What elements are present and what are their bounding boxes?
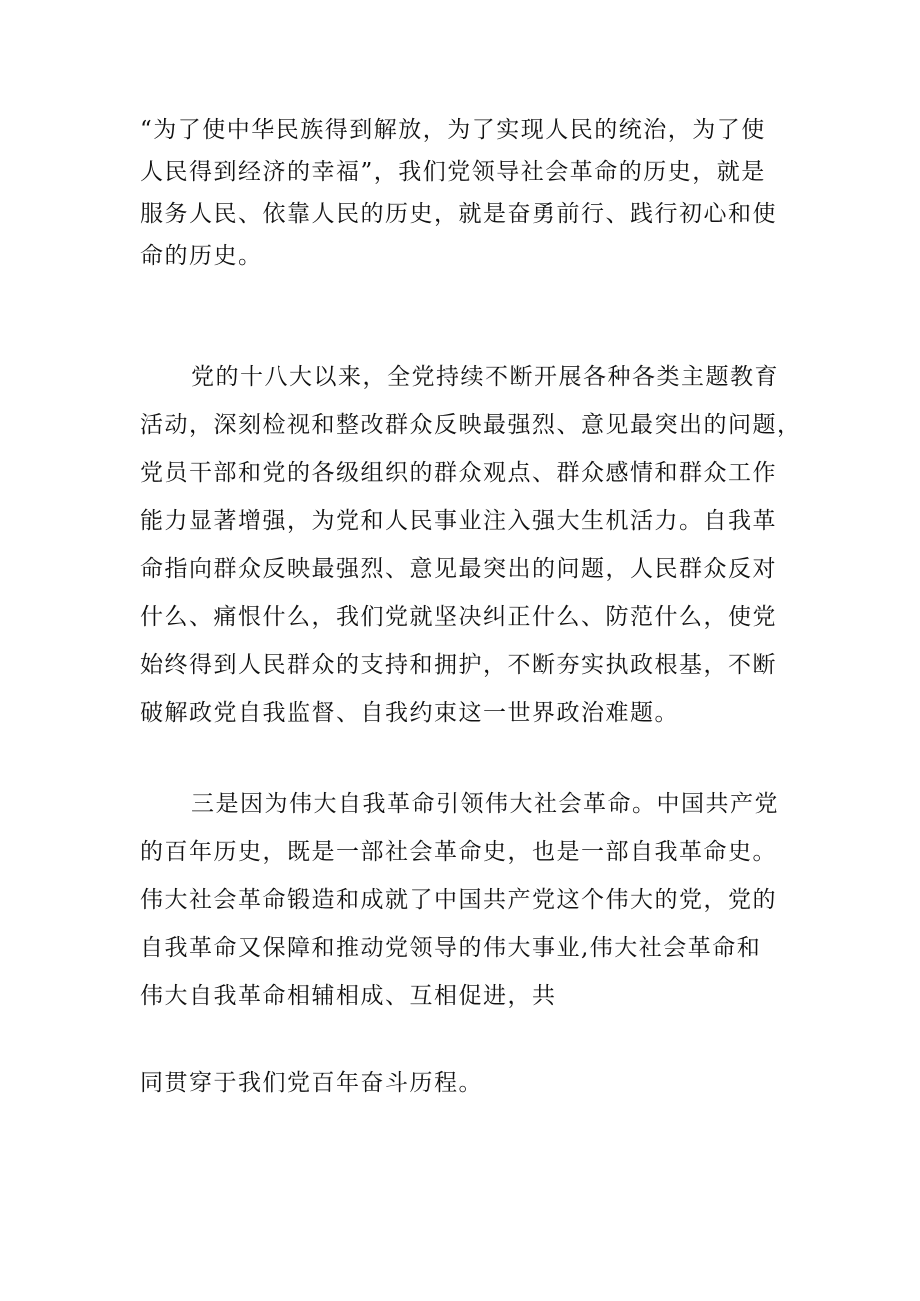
paragraph-2-line-2: 活动，深刻检视和整改群众反映最强烈、意见最突出的问题， — [140, 412, 802, 438]
paragraph-1-line-1: “为了使中华民族得到解放，为了实现人民的统治，为了使 — [140, 117, 766, 143]
paragraph-2-line-8: 破解政党自我监督、自我约束这一世界政治难题。 — [140, 700, 679, 726]
paragraph-2-line-5: 命指向群众反映最强烈、意见最突出的问题，人民群众反对 — [140, 556, 777, 582]
paragraph-1-line-2: 人民得到经济的幸福”，我们党领导社会革命的历史，就是 — [140, 159, 766, 185]
paragraph-2-line-6: 什么、痛恨什么，我们党就坚决纠正什么、防范什么，使党 — [140, 604, 777, 630]
paragraph-2-line-1: 党的十八大以来，全党持续不断开展各种各类主题教育 — [191, 364, 779, 390]
paragraph-3-line-4: 自我革命又保障和推动党领导的伟大事业,伟大社会革命和 — [140, 935, 762, 961]
paragraph-3-line-1: 三是因为伟大自我革命引领伟大社会革命。中国共产党 — [191, 791, 779, 817]
paragraph-1-line-3: 服务人民、依靠人民的历史，就是奋勇前行、践行初心和使 — [140, 201, 777, 227]
paragraph-3-line-5: 伟大自我革命相辅相成、互相促进，共 — [140, 983, 557, 1009]
paragraph-2-line-7: 始终得到人民群众的支持和拥护，不断夯实执政根基，不断 — [140, 652, 777, 678]
paragraph-2-line-3: 党员干部和党的各级组织的群众观点、群众感情和群众工作 — [140, 460, 777, 486]
paragraph-2-line-4: 能力显著增强，为党和人民事业注入强大生机活力。自我革 — [140, 508, 777, 534]
paragraph-3-line-3: 伟大社会革命锻造和成就了中国共产党这个伟大的党，党的 — [140, 887, 777, 913]
paragraph-1-line-4: 命的历史。 — [140, 243, 263, 269]
paragraph-4-line-1: 同贯穿于我们党百年奋斗历程。 — [140, 1070, 483, 1096]
paragraph-3-line-2: 的百年历史，既是一部社会革命史，也是一部自我革命史。 — [140, 839, 777, 865]
